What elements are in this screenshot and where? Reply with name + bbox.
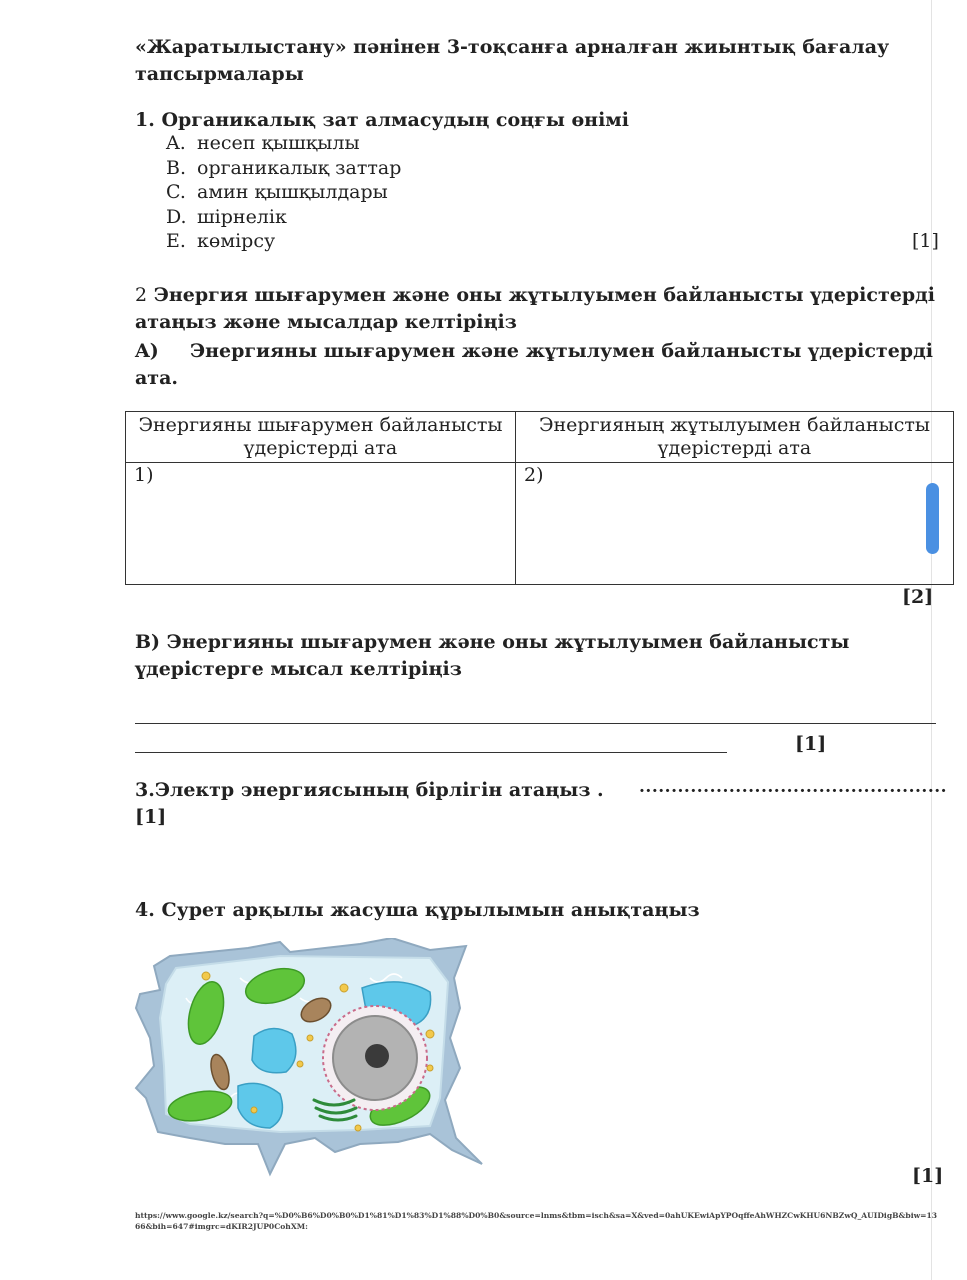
energy-process-table	[125, 411, 954, 585]
page-title: «Жаратылыстану» пәнінен 3-тоқсанға арналған жиынтық бағалау тапсырмалары	[135, 36, 890, 85]
vacuole	[252, 1028, 296, 1072]
question-2a-prompt: A) Энергияны шығарумен және жұтылумен байланысты үдерістерді ата.	[135, 340, 933, 389]
option-a: A. несеп қышқылы	[166, 132, 360, 154]
nucleolus	[365, 1044, 389, 1068]
plant-cell-image	[130, 938, 486, 1178]
question-1-score: [1]	[912, 230, 939, 252]
question-2b-prompt: B) Энергияны шығарумен және оны жұтылуымен байланысты үдерістерге мысал келтіріңіз	[135, 631, 850, 680]
question-1-heading: 1. Органикалық зат алмасудың соңғы өнімі	[135, 109, 630, 131]
option-c: C. амин қышқылдары	[166, 181, 388, 203]
scrollbar-thumb[interactable]	[926, 483, 939, 554]
question-2-heading: 2 Энергия шығарумен және оны жұтылуымен байланысты үдерістерді атаңыз және мысалдар келтіріңіз	[135, 284, 936, 333]
question-3-prompt: 3.Электр энергиясының бірлігін атаңыз .	[135, 779, 604, 801]
answer-dots[interactable]: ................................................	[639, 777, 948, 797]
table-header-release: Энергияны шығарумен байланысты үдерістерді ата	[126, 412, 516, 463]
option-b: B. органикалық заттар	[166, 156, 402, 179]
option-e: E. көмірсу	[166, 230, 276, 252]
question-3-score: [1]	[135, 806, 167, 828]
answer-cell-absorption[interactable]: 2)	[516, 463, 954, 585]
question-2b-score: [1]	[795, 733, 827, 755]
source-url: https://www.google.kz/search?q=%D0%B6%D0%B0%D1%81%D1%83%D1%88%D0%B0&source=lnms&tbm=isch&sa=X&ved=0ahUKEwiApYPOqffeAhWHZCwKHU6NBZwQ_AUIDigB&biw=1366&bih=647#imgrc=dKIR2JUP0CohXM:	[135, 1211, 938, 1231]
question-2a-score: [2]	[902, 586, 934, 608]
question-4-prompt: 4. Сурет арқылы жасуша құрылымын анықтаңыз	[135, 899, 700, 921]
answer-line-2[interactable]	[135, 752, 727, 753]
option-d: D. шірнелік	[166, 205, 287, 228]
question-4-score: [1]	[912, 1165, 944, 1187]
question-1-options	[166, 131, 401, 254]
answer-line-1[interactable]	[135, 723, 936, 724]
table-header-absorption: Энергияның жұтылуымен байланысты үдерістерді ата	[516, 412, 954, 463]
page-edge	[931, 0, 932, 1280]
answer-cell-release[interactable]: 1)	[126, 463, 516, 585]
